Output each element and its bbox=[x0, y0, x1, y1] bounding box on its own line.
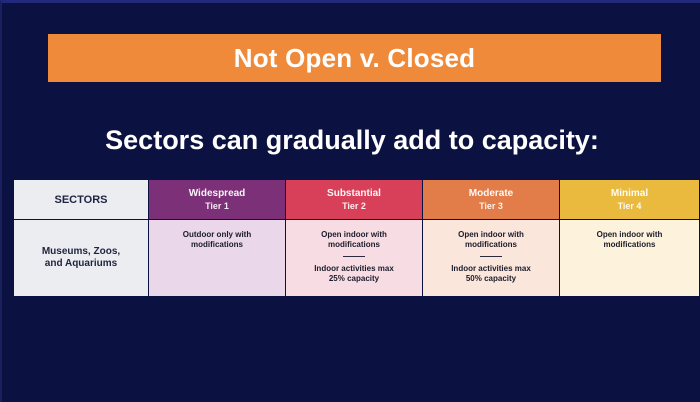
header-tier-3 bbox=[423, 180, 560, 220]
tier-3-rule: Open indoor with modifications bbox=[458, 230, 524, 249]
row-tier-3-cell bbox=[423, 220, 560, 297]
header-tier-1 bbox=[149, 180, 286, 220]
divider bbox=[480, 256, 502, 257]
tier-3-name: Moderate bbox=[468, 187, 514, 199]
tier-table bbox=[14, 180, 700, 297]
header-sectors bbox=[14, 180, 149, 220]
tier-2-capacity: Indoor activities max 25% capacity bbox=[314, 264, 394, 283]
row-tier-2-cell bbox=[286, 220, 423, 297]
row-sector-cell bbox=[14, 220, 149, 297]
divider bbox=[343, 256, 365, 257]
tier-1-name: Widespread bbox=[188, 187, 246, 199]
tier-4-rule: Open indoor with modifications bbox=[596, 230, 663, 249]
row-tier-1-cell bbox=[149, 220, 286, 297]
tier-2-name: Substantial bbox=[327, 187, 381, 199]
tier-3-capacity: Indoor activities max 50% capacity bbox=[451, 264, 531, 283]
tier-2-rule: Open indoor with modifications bbox=[321, 230, 387, 249]
header-sectors-label: SECTORS bbox=[54, 193, 108, 206]
tier-1-rule: Outdoor only with modifications bbox=[182, 230, 252, 249]
slide-subtitle: Sectors can gradually add to capacity: bbox=[105, 125, 599, 155]
tier-4-name: Minimal bbox=[610, 187, 649, 199]
row-sector-name: Museums, Zoos, and Aquariums bbox=[41, 246, 121, 269]
header-tier-2 bbox=[286, 180, 423, 220]
slide-title: Not Open v. Closed bbox=[233, 42, 476, 73]
tier-4-label: Tier 4 bbox=[617, 200, 642, 211]
tier-1-label: Tier 1 bbox=[205, 200, 229, 211]
row-tier-4-cell bbox=[560, 220, 700, 297]
title-banner bbox=[48, 34, 661, 82]
header-tier-4 bbox=[560, 180, 700, 220]
tier-3-label: Tier 3 bbox=[479, 200, 503, 211]
tier-2-label: Tier 2 bbox=[342, 200, 366, 211]
